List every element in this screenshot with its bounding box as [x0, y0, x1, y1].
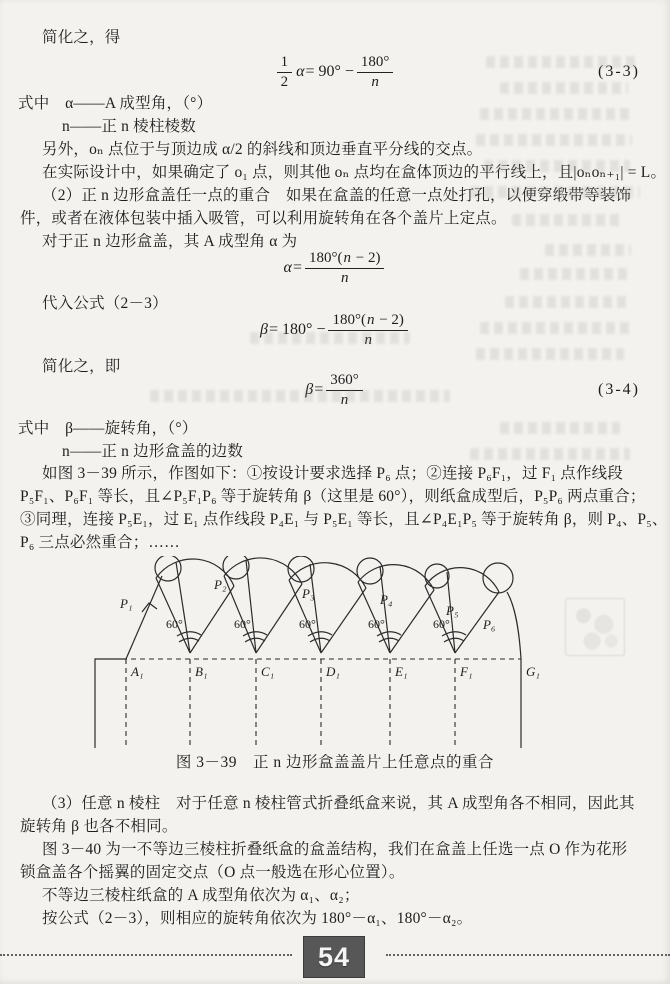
bleedthrough-artifact	[512, 214, 624, 226]
formula-where-clause: 式中 α——A 成型角，（°）	[18, 95, 213, 112]
paragraph-line: 旋转角 β 也各不相同。	[20, 818, 178, 835]
point-label-p4: P₄	[380, 592, 393, 607]
equation-beta-expanded	[0, 308, 670, 352]
formula-where-clause: 式中 β——旋转角，（°）	[18, 420, 198, 437]
footer-divider	[386, 954, 670, 956]
equation-3-4	[0, 368, 670, 412]
point-label-a1: A₁	[131, 664, 144, 679]
formula-where-clause: n——正 n 边形盒盖的边数	[62, 443, 244, 460]
fraction-denominator: n	[340, 269, 349, 286]
math-operator: = 180° −	[269, 321, 326, 338]
fraction-numerator: 180°(n − 2)	[305, 249, 384, 269]
bleedthrough-artifact	[480, 108, 632, 120]
petal-fan-5	[425, 564, 499, 653]
first-flap-edge	[126, 576, 162, 659]
fraction-denominator: n	[371, 73, 379, 90]
figure-3-39-diagram	[58, 556, 610, 752]
paragraph-line: 图 3－40 为一不等边三棱柱折叠纸盒的盒盖结构，我们在盒盖上任选一点 O 作为花形	[42, 841, 628, 858]
fraction	[328, 311, 407, 350]
bleedthrough-artifact	[476, 134, 632, 146]
angle-label: 60°	[299, 617, 316, 631]
fraction-numerator: 180°(n − 2)	[328, 311, 407, 331]
paragraph-line: （2）正 n 边形盒盖任一点的重合 如果在盒盖的任意一点处打孔，以便穿缎带等装饰	[42, 187, 632, 204]
paragraph-line: 在实际设计中，如果确定了 o₁ 点，则其他 oₙ 点均在盒体顶边的平行线上，且|oₙoₙ₊₁| = L。	[42, 164, 667, 181]
box-lid-unfold-drawing	[58, 556, 610, 752]
point-label-d1: D₁	[326, 664, 340, 679]
paragraph-line: 如图 3－39 所示，作图如下：①按设计要求选择 P₆ 点；②连接 P₆F₁，过 F₁ 点作线段	[42, 465, 624, 482]
point-label-b1: B₁	[195, 664, 208, 679]
petal-fan-4	[357, 558, 434, 653]
paragraph-line: 简化之，得	[42, 29, 121, 46]
lock-loop	[425, 564, 449, 588]
fraction	[357, 53, 394, 92]
math-variable: α	[296, 63, 305, 80]
equation-body	[283, 249, 388, 288]
fraction	[305, 249, 384, 288]
fraction-numerator: 180°	[357, 53, 394, 73]
paragraph-line: （3）任意 n 棱柱 对于任意 n 棱柱管式折叠纸盒来说，其 A 成型角各不相同，因此其	[42, 795, 635, 812]
point-label-g1: G₁	[526, 664, 540, 679]
angle-label: 60°	[433, 617, 450, 631]
math-variable: β	[305, 381, 314, 398]
paragraph-line: 按公式（2－3），则相应的旋转角依次为 180°－α₁、180°－α₂。	[42, 910, 473, 927]
point-label-p1: P₁	[120, 596, 133, 611]
figure-caption: 图 3－39 正 n 边形盒盖盖片上任意点的重合	[175, 754, 495, 771]
fraction	[277, 53, 293, 92]
paragraph-line: ③同理，连接 P₅E₁，过 E₁ 点作线段 P₄E₁ 与 P₅E₁ 等长，且∠P₄E₁P₅ 等于旋转角 β，则 P₄、P₅、	[20, 511, 668, 528]
paragraph-line: 不等边三棱柱纸盒的 A 成型角依次为 α₁、α₂；	[42, 887, 360, 904]
page-number-badge	[303, 936, 365, 978]
page-number: 54	[317, 941, 351, 972]
bleedthrough-artifact	[470, 448, 630, 460]
angle-label: 60°	[368, 617, 385, 631]
fraction-denominator: 2	[280, 73, 289, 90]
formula-where-clause: n——正 n 棱柱棱数	[62, 118, 196, 135]
bleedthrough-artifact	[500, 422, 620, 434]
equation-body	[274, 53, 397, 92]
point-label-e1: E₁	[395, 664, 408, 679]
fraction-numerator: 1	[277, 53, 293, 73]
equation-number: (3-3)	[598, 63, 640, 80]
paragraph-line: P₅F₁、P₆F₁ 等长，且∠P₅F₁P₆ 等于旋转角 β（这里是 60°），则纸盒成型后，P₅P₆ 两点重合；	[20, 488, 646, 505]
bleedthrough-artifact	[505, 296, 629, 308]
fraction-numerator: 360°	[326, 371, 363, 391]
paragraph-line: 锁盒盖各个摇翼的固定交点（O 点一般选在形心位置）。	[20, 864, 405, 881]
equation-body	[304, 371, 366, 410]
fraction	[326, 371, 363, 410]
petal-fan-1	[155, 556, 234, 653]
equation-number: (3-4)	[598, 381, 640, 398]
right-outline	[507, 592, 521, 748]
equation-body	[259, 311, 411, 350]
math-variable: α	[283, 259, 292, 276]
petal-fan-3	[288, 556, 366, 653]
fraction-denominator: n	[364, 331, 372, 348]
footer-divider	[0, 954, 292, 956]
math-operator: = 90° −	[305, 63, 354, 80]
equation-3-3	[0, 50, 670, 94]
left-outline	[95, 659, 126, 748]
point-label-p5: P₅	[446, 603, 459, 618]
point-label-p6: P₆	[483, 617, 496, 632]
paragraph-line: P₆ 三点必然重合；……	[20, 534, 180, 551]
paragraph-line: 代入公式（2－3）	[42, 295, 168, 312]
math-variable: β	[260, 321, 269, 338]
paragraph-line: 件，或者在液体包装中插入吸管，可以利用旋转角在各个盖片上定点。	[20, 210, 507, 227]
petal-fan-2	[223, 556, 302, 653]
point-label-p2: P₂	[214, 577, 227, 592]
paragraph-line: 另外，oₙ 点位于与顶边成 α/2 的斜线和顶边垂直平分线的交点。	[42, 141, 483, 158]
lock-loop	[223, 556, 249, 579]
equation-alpha	[0, 246, 670, 290]
paragraph-line: 简化之，即	[42, 358, 121, 375]
point-label-f1: F₁	[460, 664, 473, 679]
math-operator: =	[314, 381, 324, 398]
point-label-p3: P₃	[302, 586, 315, 601]
angle-label: 60°	[234, 617, 251, 631]
fraction-denominator: n	[340, 391, 349, 408]
paragraph-line: 对于正 n 边形盒盖，其 A 成型角 α 为	[42, 233, 298, 250]
angle-label: 60°	[166, 617, 183, 631]
point-label-c1: C₁	[261, 664, 275, 679]
math-operator: =	[292, 259, 302, 276]
